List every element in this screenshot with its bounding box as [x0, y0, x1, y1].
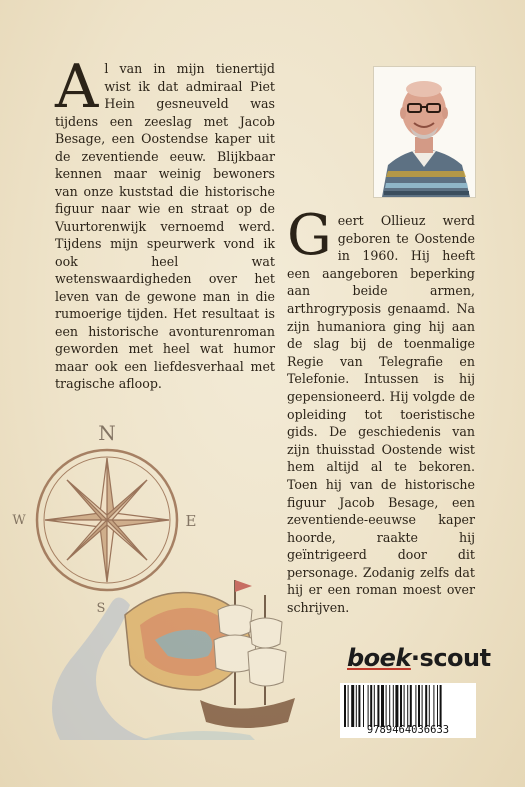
blurb-text: l van in mijn tienertijd wist ik dat admiraal Piet Hein gesneuveld was tijdens een zeeslag met Jacob Besage, een Oostendse kaper uit de zeventiende eeuw. Blijkbaar kennen maar weinig bewoners van onze kuststad die historische figuur naar wie en straat op de Vuurtorenwijk vernoemd werd. Tijdens mijn speurwerk vond ik ook heel wat wetenswaardigheden over het leven van de gewone man in die rumoerige tijden. Het resultaat is een historische avonturenroman geworden met heel wat humor maar ook een liefdesverhaal met tragische afloop.	[55, 61, 275, 391]
author-photo	[373, 66, 476, 198]
blurb-dropcap: A	[55, 52, 99, 122]
compass-east: E	[185, 512, 197, 530]
barcode-bars	[340, 685, 476, 729]
bio-dropcap: G	[287, 203, 332, 268]
map-illustration	[0, 400, 310, 740]
publisher-logo-part1: boek	[347, 644, 411, 672]
compass-north: N	[98, 421, 116, 445]
isbn-barcode	[340, 683, 476, 738]
publisher-logo-part2: scout	[419, 644, 491, 672]
bio-text: eert Ollieuz werd geboren te Oostende in 1960. Hij heeft een aangeboren beperking aan beide armen, arthrogryposis genaamd. Na zijn humaniora ging hij aan de slag bij de toenmalige Regie van Telegrafie en Telefonie. Intussen is hij gepensioneerd. Hij volgde de opleiding tot toeristische gids. De geschiedenis van zijn thuisstad Oostende wist hem altijd al te bekoren. Toen hij van de historische figuur Jacob Besage, een zeventiende-eeuwse kaper hoorde, raakte hij geïntrigeerd door dit personage. Zodanig zelfs dat hij er een roman moest over schrijven.	[287, 213, 475, 616]
compass-west: W	[12, 513, 26, 528]
compass-rose	[12, 421, 196, 616]
publisher-logo-dot: ·	[410, 644, 420, 672]
compass-south: S	[96, 601, 106, 616]
blurb-paragraph	[55, 52, 275, 393]
author-bio	[287, 203, 475, 617]
publisher-logo	[347, 644, 491, 672]
isbn-number: 9789464036633	[366, 724, 450, 736]
